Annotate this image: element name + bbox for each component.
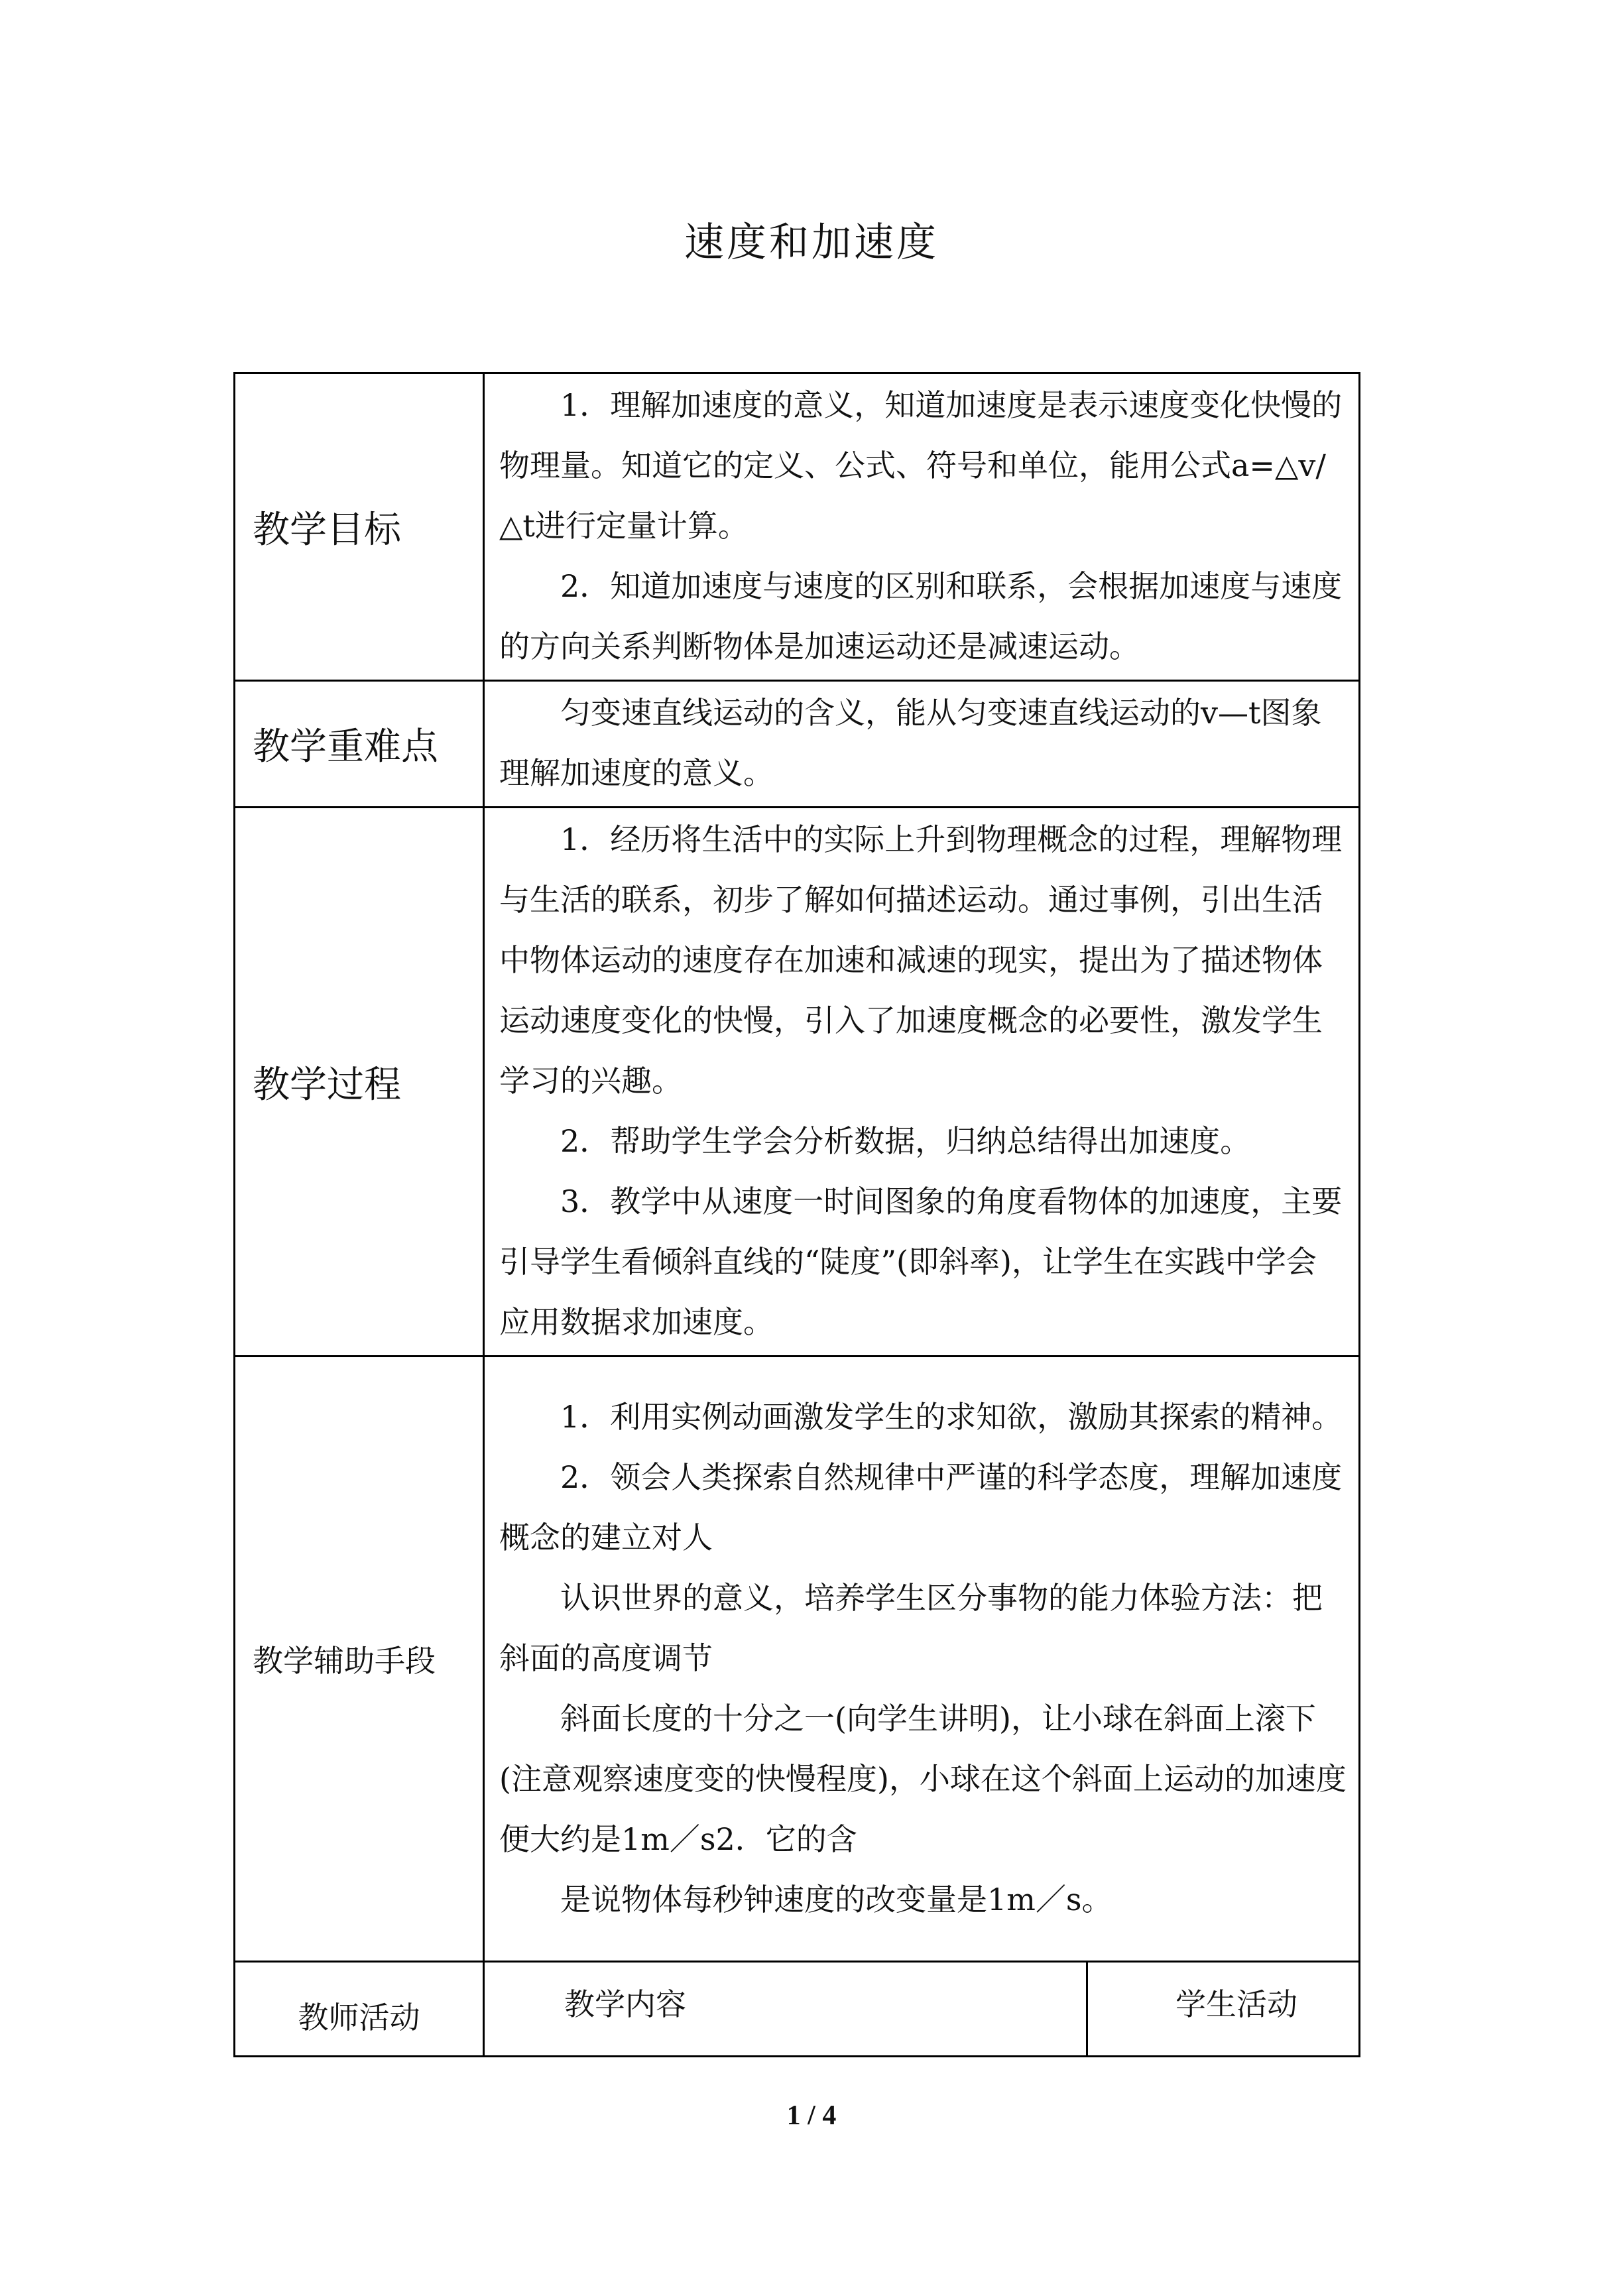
row-label-aids: 教学辅助手段: [235, 1357, 484, 1962]
table-row-objectives: [235, 373, 1360, 681]
lesson-plan-table: [233, 372, 1360, 2057]
paragraph: 3．教学中从速度一时间图象的角度看物体的加速度，主要引导学生看倾斜直线的“陡度”(即斜率)，让学生在实践中学会应用数据求加速度。: [499, 1183, 1343, 1340]
teacher-activity-header: 教师活动: [235, 1962, 484, 2057]
paragraph: 2．帮助学生学会分析数据，归纳总结得出加速度。: [560, 1123, 1251, 1159]
table-row-activity-header: [235, 1962, 1360, 2057]
page-number: 1 / 4: [786, 2100, 837, 2131]
row-label-objectives: 教学目标: [235, 373, 484, 681]
paragraph: 1．经历将生活中的实际上升到物理概念的过程，理解物理与生活的联系，初步了解如何描述运动。通过事例，引出生活中物体运动的速度存在加速和减速的现实，提出为了描述物体运动速度变化的快慢，引入了加速度概念的必要性，激发学生学习的兴趣。: [499, 821, 1343, 1099]
paragraph: 2．知道加速度与速度的区别和联系，会根据加速度与速度的方向关系判断物体是加速运动还是减速运动。: [499, 568, 1343, 664]
table-row-process: [235, 808, 1360, 1357]
row-label-key-points: 教学重难点: [235, 681, 484, 808]
page-title: 速度和加速度: [684, 219, 939, 266]
row-content-key-points: [484, 681, 1360, 808]
row-content-process: [484, 808, 1360, 1357]
row-content-objectives: [484, 373, 1360, 681]
teaching-content-header: 教学内容: [484, 1962, 1087, 2057]
paragraph: 斜面长度的十分之一(向学生讲明)，让小球在斜面上滚下(注意观察速度变的快慢程度)，小球在这个斜面上运动的加速度便大约是1m／s2．它的含: [499, 1700, 1347, 1857]
paragraph: 是说物体每秒钟速度的改变量是1m／s。: [560, 1881, 1112, 1917]
row-label-process: 教学过程: [235, 808, 484, 1357]
paragraph: 2．领会人类探索自然规律中严谨的科学态度，理解加速度概念的建立对人: [499, 1459, 1343, 1555]
table-row-key-points: [235, 681, 1360, 808]
table-row-aids: [235, 1357, 1360, 1962]
paragraph: 1．利用实例动画激发学生的求知欲，激励其探索的精神。: [560, 1398, 1343, 1435]
paragraph: 认识世界的意义，培养学生区分事物的能力体验方法：把斜面的高度调节: [499, 1579, 1323, 1676]
paragraph: 匀变速直线运动的含义，能从匀变速直线运动的v—t图象理解加速度的意义。: [499, 695, 1322, 791]
row-content-aids: [484, 1357, 1360, 1962]
paragraph: 1．理解加速度的意义，知道加速度是表示速度变化快慢的物理量。知道它的定义、公式、符号和单位，能用公式a=△v/△t进行定量计算。: [499, 387, 1343, 544]
student-activity-header: 学生活动: [1087, 1962, 1360, 2057]
